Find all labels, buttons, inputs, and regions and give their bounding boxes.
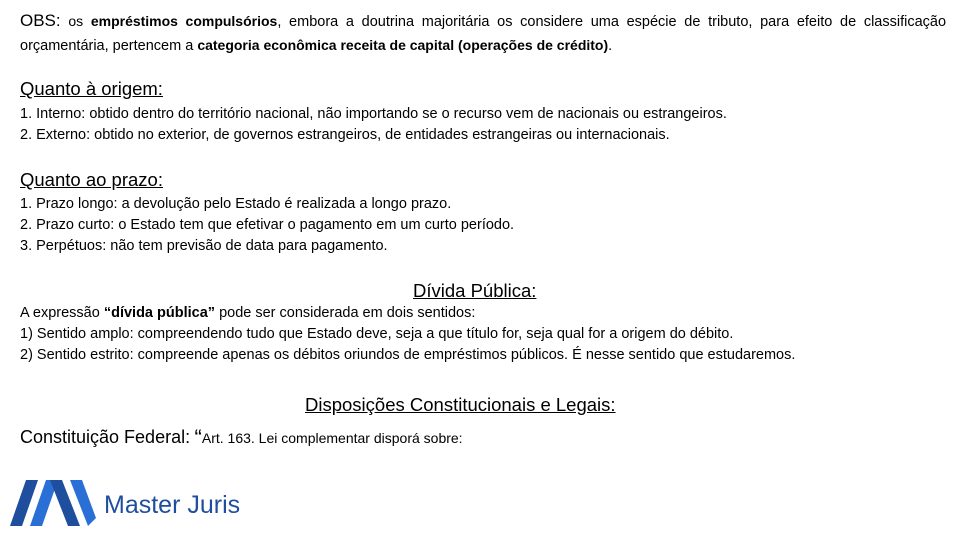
divida-intro [20,303,946,324]
open-quote: “ [194,425,202,450]
constituicao-label: Constituição Federal: [20,427,191,447]
list-item: 2) Sentido estrito: compreende apenas os débitos oriundos de empréstimos públicos. É nesse sentido que estudaremos. [20,347,796,363]
obs-text-3: . [608,38,613,54]
obs-text-2: , embora a doutrina majoritária os considere uma espécie de tributo, para efeito de classificação orçamentária, pertencem a [20,14,947,54]
obs-paragraph [20,9,946,58]
logo-mark-icon [8,478,98,530]
divida-heading: Dívida Pública: [413,280,537,301]
origem-heading: Quanto à origem: [20,78,163,99]
list-item: 1) Sentido amplo: compreendendo tudo que Estado deve, seja a que título for, seja qual for a origem do débito. [20,326,734,342]
prazo-list [20,194,514,257]
prazo-heading: Quanto ao prazo: [20,169,163,190]
constituicao-line [20,425,463,451]
obs-label: OBS: [20,11,61,30]
constituicao-text: Art. 163. Lei complementar disporá sobre: [201,430,463,446]
logo-wordmark: Master Juris [104,491,241,519]
divida-text [20,303,946,366]
list-item: 1. Prazo longo: a devolução pelo Estado é realizada a longo prazo. [20,196,452,212]
list-item: 1. Interno: obtido dentro do território nacional, não importando se o recurso vem de nacionais ou estrangeiros. [20,106,727,122]
divida-intro-term: “dívida pública” [103,305,216,321]
obs-text-1: os [68,13,84,29]
list-item: 3. Perpétuos: não tem previsão de data para pagamento. [20,238,388,254]
master-juris-logo [8,478,258,530]
disposicoes-heading: Disposições Constitucionais e Legais: [305,394,616,415]
list-item: 2. Externo: obtido no exterior, de governos estrangeiros, de entidades estrangeiras ou internacionais. [20,127,670,143]
list-item: 2. Prazo curto: o Estado tem que efetivar o pagamento em um curto período. [20,217,515,233]
obs-emphasis-2: categoria econômica receita de capital (operações de crédito) [197,37,609,53]
obs-emphasis-1: empréstimos compulsórios [90,13,278,29]
divida-intro-c: pode ser considerada em dois sentidos: [219,305,476,321]
divida-intro-a: A expressão [20,305,100,321]
origem-list [20,104,727,146]
